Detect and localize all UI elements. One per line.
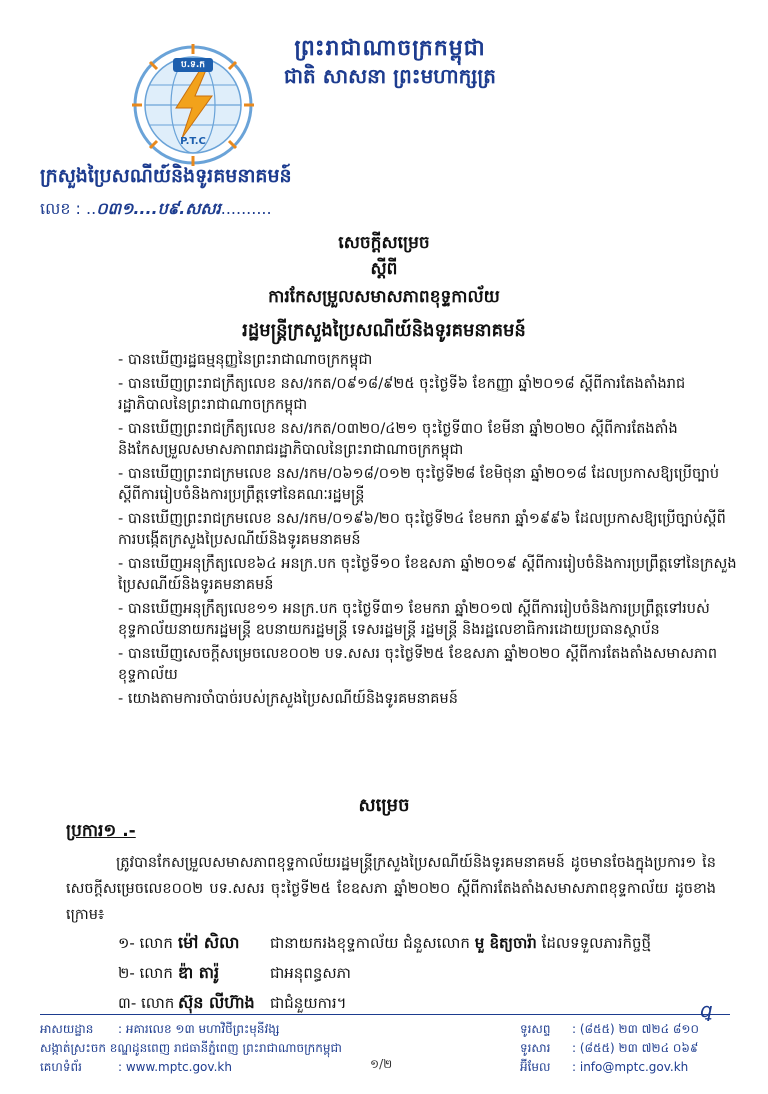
website-link[interactable]: : www.mptc.gov.kh <box>118 1060 232 1074</box>
member-name: ម៉ៅ សិលា <box>178 933 240 952</box>
article-label: ប្រការ១ .- <box>66 821 136 841</box>
motto-heading: ជាតិ សាសនា ព្រះមហាក្សត្រ <box>284 64 496 88</box>
footer-email-row <box>520 1058 740 1077</box>
consideration-item: - បានឃើញសេចក្តីសម្រេចលេខ០០២ បទ.សសរ ចុះថ្ងៃទី២៥ ខែឧសភា ឆ្នាំ២០២០ ស្តីពីការតែងតាំងសមាសភាពខុទ្ទកាល័យ <box>118 646 718 683</box>
page-number: ១/២ <box>370 1057 393 1071</box>
footer-divider <box>40 1014 730 1015</box>
email-label: អ៊ីមែល <box>520 1060 551 1074</box>
footer-fax-row <box>520 1039 740 1058</box>
decision-heading: សម្រេច <box>358 795 410 816</box>
document-title: សេចក្តីសម្រេច <box>338 233 430 253</box>
member-number: ៣- លោក <box>118 994 175 1012</box>
fax-label: ទូរសារ <box>520 1041 551 1055</box>
logo-text-bottom: P.T.C <box>180 136 206 147</box>
member-row <box>118 962 351 986</box>
member-name: ឌ៉ា តារ៉ូ <box>178 963 220 982</box>
email-link[interactable]: : info@mptc.gov.kh <box>572 1060 689 1074</box>
consideration-item: - បានឃើញព្រះរាជក្រមលេខ នស/រកម/០៦១៨/០១២ ចុះថ្ងៃទី២៨ ខែមិថុនា ឆ្នាំ២០១៨ ដែលប្រកាសឱ្យប្រើច្បាប់ស្តីពីការរៀបចំនិងការប្រព្រឹត្តទៅនៃគណៈរដ្ឋមន្ត្រី <box>118 466 720 503</box>
website-label: គេហទំព័រ <box>40 1060 82 1074</box>
reference-number <box>40 198 272 222</box>
ministry-name: ក្រសួងប្រៃសណីយ៍និងទូរគមនាគមន៍ <box>40 165 292 187</box>
consideration-item: - បានឃើញព្រះរាជក្រមលេខ នស/រកម/០១៩៦/២០ ចុះថ្ងៃទី២៤ ខែមករា ឆ្នាំ១៩៩៦ ដែលប្រកាសឱ្យប្រើច្បាប់ស្តីពីការបង្កើតក្រសួងប្រៃសណីយ៍និងទូរគមនាគមន៍ <box>118 511 726 548</box>
kingdom-heading: ព្រះរាជាណាចក្រកម្ពុជា <box>294 36 486 61</box>
replaced-person-name: មួ ឧិត្យចារ៉ា <box>474 934 537 952</box>
ministry-logo <box>128 40 258 170</box>
address-label: អាសយដ្ឋាន <box>40 1022 94 1036</box>
fax-value: : (៨៥៥) ២៣ ៧២៤ ០៦៩ <box>572 1041 699 1055</box>
address-value: : អគារលេខ ១៣ មហាវិថីព្រះមុនីវង្ស <box>118 1022 280 1036</box>
article-body: ត្រូវបានកែសម្រួលសមាសភាពខុទ្ទកាល័យរដ្ឋមន្ត្រីក្រសួងប្រៃសណីយ៍និងទូរគមនាគមន៍ ដូចមានចែងក្នុងប្រការ១ នៃសេចក្តីសម្រេចលេខ០០២ បទ.សសរ ចុះថ្ងៃទី២៥ ខែឧសភា ឆ្នាំ២០២០ ស្តីពីការតែងតាំងសមាសភាពខុទ្ទកាល័យ ដូចខាងក្រោម៖ <box>66 855 716 923</box>
member-number: ២- លោក <box>118 964 173 982</box>
phone-value: : (៨៥៥) ២៣ ៧២៤ ៨១០ <box>572 1022 699 1036</box>
considerations-list <box>118 350 738 713</box>
member-row <box>118 932 651 956</box>
footer-address-row <box>40 1020 460 1039</box>
footer-address-block <box>40 1020 460 1077</box>
footer-phone-row <box>520 1020 740 1039</box>
consideration-item: - បានឃើញរដ្ឋធម្មនុញ្ញនៃព្រះរាជាណាចក្រកម្ពុជា <box>118 352 373 368</box>
consideration-item: - បានឃើញអនុក្រឹត្យលេខ៦៤ អនក្រ.បក ចុះថ្ងៃទី១០ ខែឧសភា ឆ្នាំ២០១៩ ស្តីពីការរៀបចំនិងការប្រព្រឹត្តទៅនៃក្រសួងប្រៃសណីយ៍និងទូរគមនាគមន៍ <box>118 556 737 593</box>
footer-address-line2: សង្កាត់ស្រះចក ខណ្ឌដូនពេញ រាជធានីភ្នំពេញ ព្រះរាជាណាចក្រកម្ពុជា <box>40 1041 342 1055</box>
initial-signature-mark: ꝗ <box>700 998 713 1022</box>
consideration-item: - យោងតាមការចាំបាច់របស់ក្រសួងប្រៃសណីយ៍និងទូរគមនាគមន៍ <box>118 691 458 707</box>
member-number: ១- លោក <box>118 934 173 952</box>
phone-label: ទូរសព្ទ <box>520 1022 551 1036</box>
consideration-item: - បានឃើញព្រះរាជក្រឹត្យលេខ នស/រកត/០៣២០/៤២១ ចុះថ្ងៃទី៣០ ខែមីនា ឆ្នាំ២០២០ ស្តីពីការតែងតាំងនិងកែសម្រួលសមាសភាពរាជរដ្ឋាភិបាលនៃព្រះរាជាណាចក្រកម្ពុជា <box>118 421 678 458</box>
member-position: ជាជំនួយការ។ <box>270 994 347 1012</box>
reference-label: លេខ : .. <box>40 199 97 218</box>
member-row <box>118 992 347 1016</box>
member-position <box>270 934 651 952</box>
member-name: ស៊ុន លីហ៊ាង <box>178 993 255 1012</box>
footer-website-row <box>40 1058 460 1077</box>
consideration-item: - បានឃើញអនុក្រឹត្យលេខ១១ អនក្រ.បក ចុះថ្ងៃទី៣១ ខែមករា ឆ្នាំ២០១៧ ស្តីពីការរៀបចំនិងការប្រព្រឹត្តទៅរបស់ខុទ្ទកាល័យនាយករដ្ឋមន្ត្រី ឧបនាយករដ្ឋមន្ត្រី ទេសរដ្ឋមន្ត្រី រដ្ឋមន្ត្រី និងរដ្ឋលេខាធិការដោយប្រធានស្ថាប័ន <box>118 601 710 638</box>
reference-value: ០៣១....ប៩.សសរ <box>96 199 221 218</box>
logo-text-top: ប.ទ.ក <box>181 60 205 70</box>
issuing-authority: រដ្ឋមន្ត្រីក្រសួងប្រៃសណីយ៍និងទូរគមនាគមន៍ <box>242 320 526 341</box>
consideration-item: - បានឃើញព្រះរាជក្រឹត្យលេខ នស/រកត/០៩១៨/៩២៥ ចុះថ្ងៃទី៦ ខែកញ្ញា ឆ្នាំ២០១៨ ស្តីពីការតែងតាំងរាជរដ្ឋាភិបាលនៃព្រះរាជាណាចក្រកម្ពុជា <box>118 376 686 413</box>
footer-contact-block <box>520 1020 740 1077</box>
document-subject: ការកែសម្រួលសមាសភាពខុទ្ទកាល័យ <box>268 287 500 307</box>
member-position-text: ជានាយករងខុទ្ទកាល័យ ជំនួសលោក <box>270 934 475 952</box>
document-on: ស្តីពី <box>370 259 398 279</box>
member-position: ជាអនុពន្ធសភា <box>270 964 351 982</box>
member-position-note: ដែលទទួលភារកិច្ចថ្មី <box>536 934 652 952</box>
reference-dots: .......... <box>220 199 272 218</box>
